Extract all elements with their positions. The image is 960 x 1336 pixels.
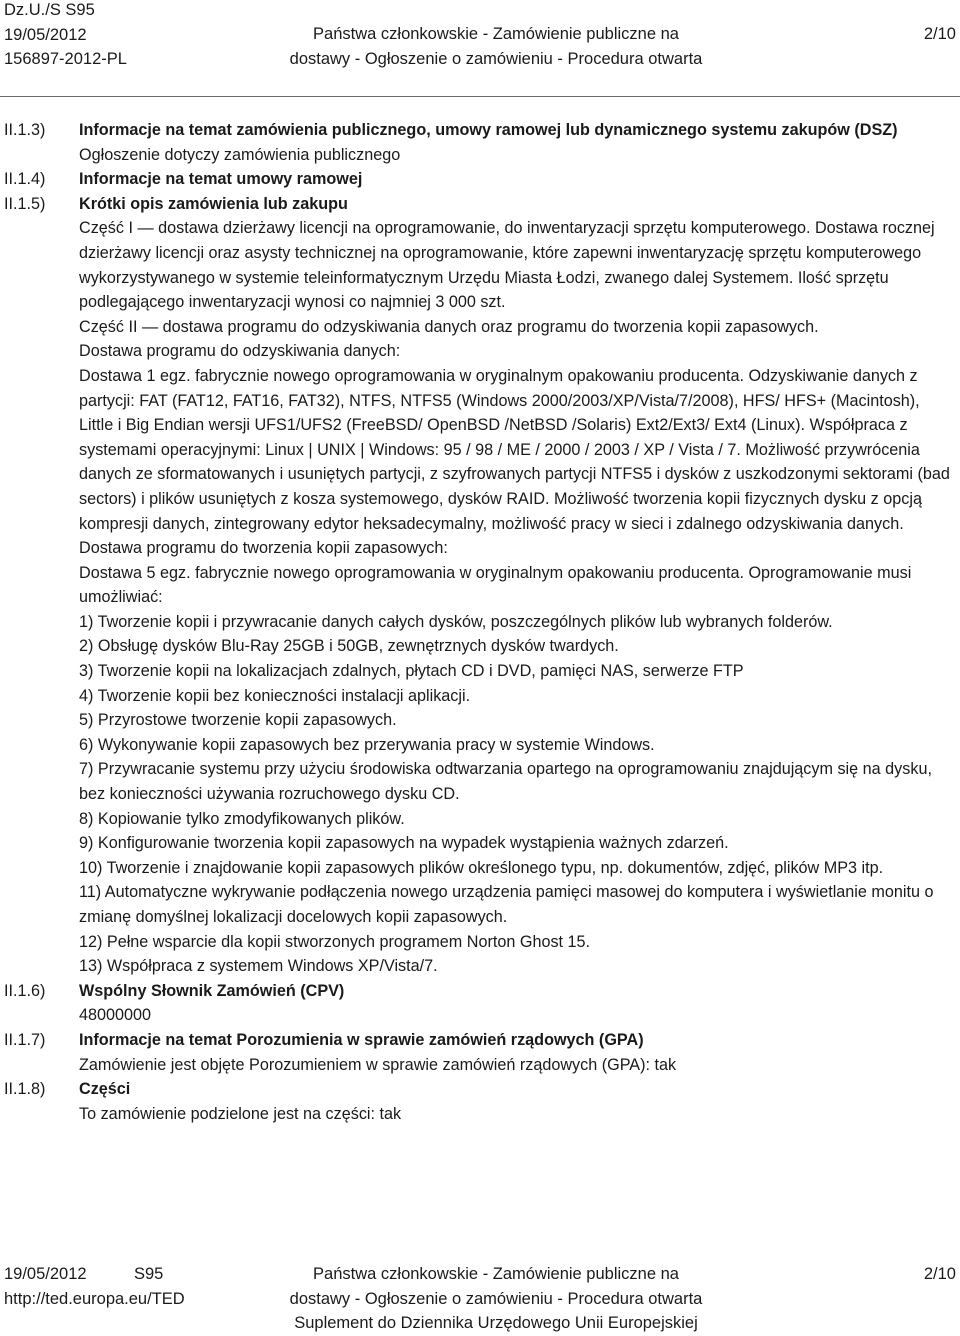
footer-date-line xyxy=(4,1262,185,1287)
document-body xyxy=(0,118,960,1126)
header-title-line2: dostawy - Ogłoszenie o zamówieniu - Procedura otwarta xyxy=(289,49,703,68)
section-ii-1-4 xyxy=(0,167,960,192)
section-number: II.1.8) xyxy=(4,1080,46,1099)
header-page-number: 2/10 xyxy=(923,25,956,43)
section-number: II.1.3) xyxy=(4,121,46,139)
header-date: 19/05/2012 xyxy=(4,25,87,44)
list-item: 6) Wykonywanie kopii zapasowych bez przerywania pracy w systemie Windows. xyxy=(79,735,655,754)
section-ii-1-7 xyxy=(0,1028,960,1077)
cpv-code: 48000000 xyxy=(79,1006,152,1025)
section-heading: Części xyxy=(79,1080,131,1099)
paragraph: Część II — dostawa programu do odzyskiwania danych oraz programu do tworzenia kopii zapasowych. xyxy=(79,317,819,336)
section-ii-1-3 xyxy=(0,118,960,167)
paragraph: Dostawa 5 egz. fabrycznie nowego oprogramowania w oryginalnym opakowaniu producenta. Oprogramowanie musi umożliwiać: xyxy=(79,563,912,607)
page-header xyxy=(0,0,960,72)
list-item: 8) Kopiowanie tylko zmodyfikowanych plików. xyxy=(79,809,405,828)
list-item: 3) Tworzenie kopii na lokalizacjach zdalnych, płytach CD i DVD, pamięci NAS, serwerze FTP xyxy=(79,662,744,681)
header-title xyxy=(230,22,762,71)
list-item: 2) Obsługę dysków Blu-Ray 25GB i 50GB, zewnętrznych dysków twardych. xyxy=(79,637,619,656)
paragraph: Dostawa 1 egz. fabrycznie nowego oprogramowania w oryginalnym opakowaniu producenta. Odzyskiwanie danych z partycji: FAT (FAT12, FAT16, FAT32), NTFS, NTFS5 (Windows 2000/2003/XP/Vista/7/2008), HFS/ HFS+ (Macintosh), Little i Big Endian wersji UFS1/UFS2 (FreeBSD/ OpenBSD /NetBSD /Solaris) Ext2/Ext3/ Ext4 (Linux). Współpraca z systemami operacyjnymi: Linux | UNIX | Windows: 95 / 98 / ME / 2000 / 2003 / XP / Vista / 7. Możliwość przywrócenia danych ze sformatowanych i usuniętych partycji, z szyfrowanych partycji NTFS5 i dysków z uszkodzonymi sektorami (bad sectors) i plików usuniętych z kosza systemowego, dysków RAID. Możliwość tworzenia kopii fizycznych dysku z opcją kompresji danych, zintegrowany edytor heksadecymalny, możliwość pracy w sieci i zdalnego odzyskiwania danych. xyxy=(79,366,950,533)
footer-line2: dostawy - Ogłoszenie o zamówieniu - Procedura otwarta xyxy=(289,1289,703,1308)
footer-series: S95 xyxy=(134,1265,164,1283)
list-item: 9) Konfigurowanie tworzenia kopii zapasowych na wypadek wystąpienia ważnych zdarzeń. xyxy=(79,834,729,853)
section-number: II.1.5) xyxy=(4,194,46,213)
footer-url[interactable]: http://ted.europa.eu/TED xyxy=(4,1289,185,1308)
list-item: 11) Automatyczne wykrywanie podłączenia nowego urządzenia pamięci masowej do komputera i wyświetlanie monitu o zmianę domyślnej lokalizacji docelowych kopii zapasowych. xyxy=(79,883,934,926)
list-item: 13) Współpraca z systemem Windows XP/Vista/7. xyxy=(79,957,438,976)
paragraph: Dostawa programu do tworzenia kopii zapasowych: xyxy=(79,539,448,558)
section-number: II.1.7) xyxy=(4,1030,46,1049)
footer-left xyxy=(4,1262,185,1311)
section-heading: Krótki opis zamówienia lub zakupu xyxy=(79,194,348,213)
section-number: II.1.6) xyxy=(4,981,46,1000)
section-text: Ogłoszenie dotyczy zamówienia publicznego xyxy=(79,145,401,164)
list-item: 1) Tworzenie kopii i przywracanie danych całych dysków, poszczególnych plików lub wybranych folderów. xyxy=(79,612,833,631)
footer-title xyxy=(230,1262,762,1336)
list-item: 10) Tworzenie i znajdowanie kopii zapasowych plików określonego typu, np. dokumentów, zdjęć, plików MP3 itp. xyxy=(79,858,884,877)
list-item: 12) Pełne wsparcie dla kopii stworzonych programem Norton Ghost 15. xyxy=(79,932,591,951)
section-heading: Wspólny Słownik Zamówień (CPV) xyxy=(79,981,345,1000)
footer-page-number: 2/10 xyxy=(923,1265,956,1283)
section-ii-1-5 xyxy=(0,192,960,979)
footer-line1: Państwa członkowskie - Zamówienie publiczne na xyxy=(313,1265,679,1283)
journal-ref: Dz.U./S S95 xyxy=(4,1,95,19)
paragraph: Dostawa programu do odzyskiwania danych: xyxy=(79,342,401,361)
list-item: 4) Tworzenie kopii bez konieczności instalacji aplikacji. xyxy=(79,686,471,705)
section-number: II.1.4) xyxy=(4,170,46,189)
section-text: To zamówienie podzielone jest na części: tak xyxy=(79,1104,402,1123)
footer-date: 19/05/2012 xyxy=(4,1265,87,1283)
section-heading: Informacje na temat umowy ramowej xyxy=(79,170,363,189)
header-title-line1: Państwa członkowskie - Zamówienie publiczne na xyxy=(313,25,679,43)
page-footer xyxy=(0,1262,960,1334)
doc-id: 156897-2012-PL xyxy=(4,50,127,68)
section-ii-1-8 xyxy=(0,1077,960,1126)
header-left xyxy=(4,0,127,72)
header-divider xyxy=(0,96,960,97)
section-heading: Informacje na temat zamówienia publicznego, umowy ramowej lub dynamicznego systemu zakupów (DSZ) xyxy=(79,121,898,139)
section-ii-1-6 xyxy=(0,979,960,1028)
section-text: Zamówienie jest objęte Porozumieniem w sprawie zamówień rządowych (GPA): tak xyxy=(79,1055,677,1074)
footer-line3: Suplement do Dziennika Urzędowego Unii Europejskiej xyxy=(294,1314,698,1332)
paragraph: Część I — dostawa dzierżawy licencji na oprogramowanie, do inwentaryzacji sprzętu komputerowego. Dostawa rocznej dzierżawy licencji oraz asysty technicznej na oprogramowanie, które zapewni inwentaryzację sprzętu komputerowego wykorzystywanego w systemie teleinformatycznym Urzędu Miasta Łodzi, zwanego dalej Systemem. Ilość sprzętu podlegającego inwentaryzacji wynosi co najmniej 3 000 szt. xyxy=(79,219,935,312)
list-item: 5) Przyrostowe tworzenie kopii zapasowych. xyxy=(79,711,397,730)
list-item: 7) Przywracanie systemu przy użyciu środowiska odtwarzania opartego na oprogramowaniu znajdującym się na dysku, bez konieczności używania rozruchowego dysku CD. xyxy=(79,760,932,804)
section-heading: Informacje na temat Porozumienia w sprawie zamówień rządowych (GPA) xyxy=(79,1030,644,1049)
